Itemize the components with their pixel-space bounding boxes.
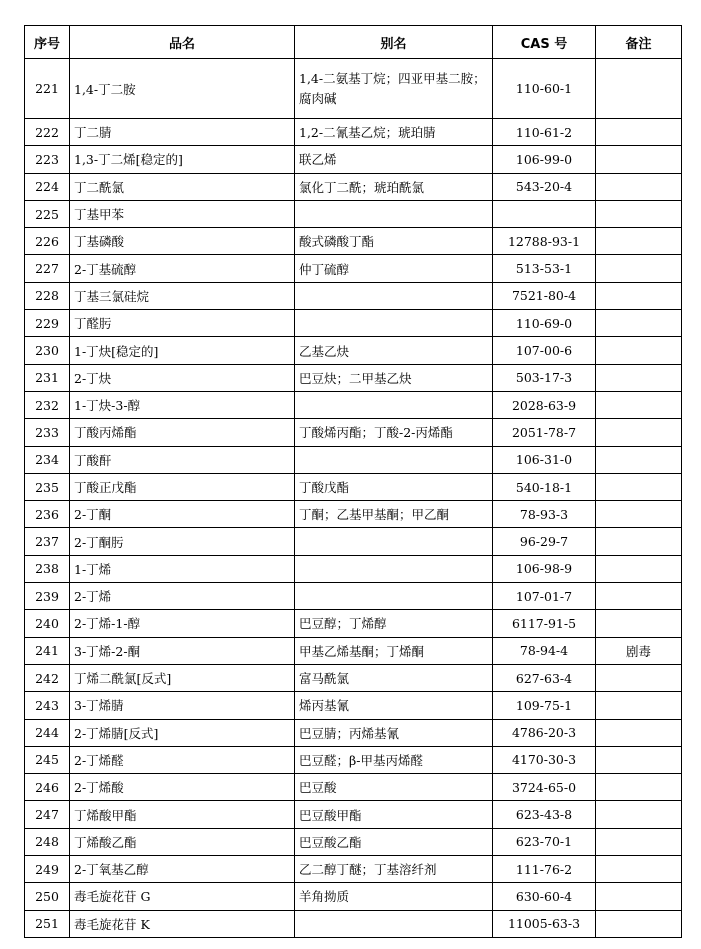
cell-alias: 巴豆醛；β-甲基丙烯醛 <box>295 746 493 773</box>
cell-cas: 623-43-8 <box>493 801 596 828</box>
cell-name: 丁基磷酸 <box>70 228 295 255</box>
cell-cas: 110-61-2 <box>493 119 596 146</box>
cell-name: 2-丁烯-1-醇 <box>70 610 295 637</box>
cell-name: 3-丁烯-2-酮 <box>70 637 295 664</box>
cell-name: 2-丁烯酸 <box>70 774 295 801</box>
cell-note <box>596 610 682 637</box>
table-body <box>25 59 682 938</box>
cell-cas: 3724-65-0 <box>493 774 596 801</box>
cell-note <box>596 774 682 801</box>
table-row <box>25 473 682 500</box>
header-row <box>25 26 682 59</box>
cell-alias <box>295 528 493 555</box>
cell-alias: 烯丙基氰 <box>295 692 493 719</box>
table-row <box>25 391 682 418</box>
table-row <box>25 610 682 637</box>
cell-cas: 78-94-4 <box>493 637 596 664</box>
table-row <box>25 446 682 473</box>
cell-name: 2-丁烯腈[反式] <box>70 719 295 746</box>
cell-no: 240 <box>25 610 70 637</box>
cell-cas: 6117-91-5 <box>493 610 596 637</box>
table-row <box>25 692 682 719</box>
cell-alias <box>295 391 493 418</box>
cell-cas: 627-63-4 <box>493 664 596 691</box>
cell-no: 243 <box>25 692 70 719</box>
cell-name: 毒毛旋花苷 G <box>70 883 295 910</box>
cell-name: 1,3-丁二烯[稳定的] <box>70 146 295 173</box>
cell-name: 丁酸丙烯酯 <box>70 419 295 446</box>
cell-name: 丁烯酸甲酯 <box>70 801 295 828</box>
cell-no: 238 <box>25 555 70 582</box>
cell-alias: 巴豆酸 <box>295 774 493 801</box>
cell-name: 丁二酰氯 <box>70 173 295 200</box>
cell-name: 1-丁炔-3-醇 <box>70 391 295 418</box>
cell-alias: 甲基乙烯基酮；丁烯酮 <box>295 637 493 664</box>
table-row <box>25 828 682 855</box>
cell-name: 丁醛肟 <box>70 310 295 337</box>
cell-note <box>596 801 682 828</box>
cell-name: 2-丁基硫醇 <box>70 255 295 282</box>
cell-no: 225 <box>25 200 70 227</box>
cell-name: 毒毛旋花苷 K <box>70 910 295 937</box>
cell-note <box>596 473 682 500</box>
cell-name: 丁基三氯硅烷 <box>70 282 295 309</box>
table-row <box>25 664 682 691</box>
cell-note <box>596 282 682 309</box>
table-row <box>25 746 682 773</box>
cell-name: 2-丁烯醛 <box>70 746 295 773</box>
cell-cas: 630-60-4 <box>493 883 596 910</box>
cell-cas: 4786-20-3 <box>493 719 596 746</box>
cell-note <box>596 419 682 446</box>
cell-name: 丁烯酸乙酯 <box>70 828 295 855</box>
cell-alias <box>295 446 493 473</box>
cell-no: 244 <box>25 719 70 746</box>
cell-no: 221 <box>25 59 70 119</box>
cell-note <box>596 501 682 528</box>
cell-cas: 513-53-1 <box>493 255 596 282</box>
cell-note <box>596 719 682 746</box>
cell-no: 241 <box>25 637 70 664</box>
header-note: 备注 <box>596 26 682 59</box>
cell-alias: 酸式磷酸丁酯 <box>295 228 493 255</box>
cell-note <box>596 310 682 337</box>
cell-note <box>596 59 682 119</box>
table-row <box>25 583 682 610</box>
cell-note <box>596 255 682 282</box>
cell-no: 235 <box>25 473 70 500</box>
cell-cas: 540-18-1 <box>493 473 596 500</box>
cell-cas: 106-31-0 <box>493 446 596 473</box>
table-row <box>25 173 682 200</box>
cell-name: 2-丁氧基乙醇 <box>70 856 295 883</box>
table-row <box>25 883 682 910</box>
cell-no: 236 <box>25 501 70 528</box>
table-row <box>25 255 682 282</box>
cell-no: 229 <box>25 310 70 337</box>
header-alias: 别名 <box>295 26 493 59</box>
cell-alias: 巴豆酸乙酯 <box>295 828 493 855</box>
cell-alias <box>295 555 493 582</box>
table-row <box>25 774 682 801</box>
table-row <box>25 501 682 528</box>
cell-cas: 7521-80-4 <box>493 282 596 309</box>
cell-cas <box>493 200 596 227</box>
table-row <box>25 419 682 446</box>
cell-cas: 110-69-0 <box>493 310 596 337</box>
cell-name: 丁基甲苯 <box>70 200 295 227</box>
cell-no: 224 <box>25 173 70 200</box>
cell-alias <box>295 282 493 309</box>
cell-note <box>596 364 682 391</box>
cell-cas: 110-60-1 <box>493 59 596 119</box>
cell-no: 226 <box>25 228 70 255</box>
cell-no: 234 <box>25 446 70 473</box>
cell-alias: 1,4-二氨基丁烷；四亚甲基二胺；腐肉碱 <box>295 59 493 119</box>
cell-cas: 106-98-9 <box>493 555 596 582</box>
cell-name: 2-丁炔 <box>70 364 295 391</box>
cell-name: 丁酸正戊酯 <box>70 473 295 500</box>
cell-alias: 联乙烯 <box>295 146 493 173</box>
cell-no: 251 <box>25 910 70 937</box>
cell-note <box>596 555 682 582</box>
cell-alias: 仲丁硫醇 <box>295 255 493 282</box>
table-row <box>25 719 682 746</box>
cell-alias: 氯化丁二酰；琥珀酰氯 <box>295 173 493 200</box>
cell-cas: 2028-63-9 <box>493 391 596 418</box>
cell-alias: 1,2-二氰基乙烷；琥珀腈 <box>295 119 493 146</box>
cell-note <box>596 828 682 855</box>
cell-cas: 107-00-6 <box>493 337 596 364</box>
cell-no: 245 <box>25 746 70 773</box>
cell-no: 239 <box>25 583 70 610</box>
cell-note <box>596 391 682 418</box>
cell-no: 230 <box>25 337 70 364</box>
cell-no: 242 <box>25 664 70 691</box>
header-no: 序号 <box>25 26 70 59</box>
cell-no: 237 <box>25 528 70 555</box>
table-row <box>25 200 682 227</box>
header-cas: CAS 号 <box>493 26 596 59</box>
cell-no: 232 <box>25 391 70 418</box>
cell-cas: 543-20-4 <box>493 173 596 200</box>
cell-note <box>596 664 682 691</box>
cell-note <box>596 746 682 773</box>
cell-alias: 巴豆酸甲酯 <box>295 801 493 828</box>
table-row <box>25 310 682 337</box>
cell-alias: 乙基乙炔 <box>295 337 493 364</box>
cell-note <box>596 146 682 173</box>
chemical-table <box>24 25 682 938</box>
cell-alias: 巴豆腈；丙烯基氰 <box>295 719 493 746</box>
table-row <box>25 59 682 119</box>
cell-alias: 富马酰氯 <box>295 664 493 691</box>
cell-note <box>596 692 682 719</box>
cell-cas: 111-76-2 <box>493 856 596 883</box>
cell-alias: 丁酸烯丙酯；丁酸-2-丙烯酯 <box>295 419 493 446</box>
cell-note: 剧毒 <box>596 637 682 664</box>
cell-alias <box>295 910 493 937</box>
cell-note <box>596 883 682 910</box>
table-row <box>25 337 682 364</box>
cell-name: 1-丁炔[稳定的] <box>70 337 295 364</box>
cell-no: 227 <box>25 255 70 282</box>
cell-note <box>596 446 682 473</box>
table-row <box>25 364 682 391</box>
cell-note <box>596 337 682 364</box>
cell-name: 1,4-丁二胺 <box>70 59 295 119</box>
cell-note <box>596 910 682 937</box>
cell-alias <box>295 310 493 337</box>
cell-cas: 107-01-7 <box>493 583 596 610</box>
cell-cas: 12788-93-1 <box>493 228 596 255</box>
cell-alias: 丁酸戊酯 <box>295 473 493 500</box>
cell-note <box>596 119 682 146</box>
cell-alias: 巴豆醇；丁烯醇 <box>295 610 493 637</box>
cell-no: 222 <box>25 119 70 146</box>
cell-name: 2-丁酮 <box>70 501 295 528</box>
cell-name: 3-丁烯腈 <box>70 692 295 719</box>
cell-cas: 78-93-3 <box>493 501 596 528</box>
cell-note <box>596 173 682 200</box>
cell-no: 223 <box>25 146 70 173</box>
cell-no: 250 <box>25 883 70 910</box>
table-row <box>25 910 682 937</box>
cell-cas: 109-75-1 <box>493 692 596 719</box>
cell-cas: 106-99-0 <box>493 146 596 173</box>
table-row <box>25 801 682 828</box>
table-row <box>25 555 682 582</box>
cell-name: 丁烯二酰氯[反式] <box>70 664 295 691</box>
table-row <box>25 282 682 309</box>
cell-cas: 4170-30-3 <box>493 746 596 773</box>
cell-note <box>596 583 682 610</box>
table-row <box>25 119 682 146</box>
cell-note <box>596 228 682 255</box>
cell-name: 丁酸酐 <box>70 446 295 473</box>
cell-no: 228 <box>25 282 70 309</box>
cell-alias <box>295 583 493 610</box>
header-name: 品名 <box>70 26 295 59</box>
cell-alias: 丁酮；乙基甲基酮；甲乙酮 <box>295 501 493 528</box>
cell-cas: 503-17-3 <box>493 364 596 391</box>
cell-no: 231 <box>25 364 70 391</box>
cell-no: 246 <box>25 774 70 801</box>
cell-name: 2-丁酮肟 <box>70 528 295 555</box>
table-row <box>25 228 682 255</box>
table-row <box>25 528 682 555</box>
cell-name: 丁二腈 <box>70 119 295 146</box>
cell-note <box>596 200 682 227</box>
cell-no: 247 <box>25 801 70 828</box>
cell-no: 233 <box>25 419 70 446</box>
table-row <box>25 856 682 883</box>
cell-cas: 96-29-7 <box>493 528 596 555</box>
cell-alias: 巴豆炔；二甲基乙炔 <box>295 364 493 391</box>
cell-name: 1-丁烯 <box>70 555 295 582</box>
cell-alias: 乙二醇丁醚；丁基溶纤剂 <box>295 856 493 883</box>
table-row <box>25 146 682 173</box>
cell-cas: 2051-78-7 <box>493 419 596 446</box>
table-row <box>25 637 682 664</box>
cell-name: 2-丁烯 <box>70 583 295 610</box>
cell-cas: 623-70-1 <box>493 828 596 855</box>
cell-note <box>596 856 682 883</box>
cell-note <box>596 528 682 555</box>
cell-alias: 羊角拗质 <box>295 883 493 910</box>
cell-alias <box>295 200 493 227</box>
cell-no: 249 <box>25 856 70 883</box>
cell-no: 248 <box>25 828 70 855</box>
cell-cas: 11005-63-3 <box>493 910 596 937</box>
